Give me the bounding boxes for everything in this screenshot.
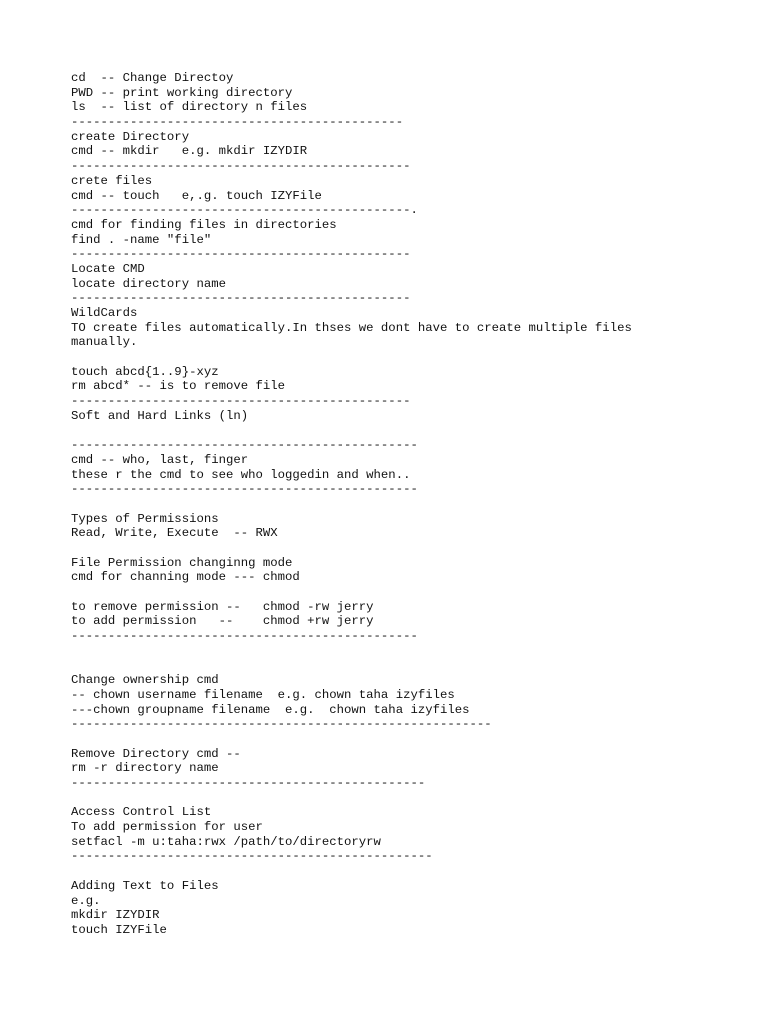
text-line: create Directory [71,129,190,144]
text-line: Access Control List [71,805,212,820]
text-line: ---chown groupname filename e.g. chown taha izyfiles [71,702,470,717]
blank-line [71,350,751,365]
text-line: Read, Write, Execute -- RWX [71,526,278,541]
document-page [71,71,751,938]
separator-line: ----------------------------------------------- [71,482,418,497]
blank-line [71,659,751,674]
text-line: these r the cmd to see who loggedin and when.. [71,467,411,482]
blank-line [71,541,751,556]
text-line: PWD -- print working directory [71,85,293,100]
separator-line: ----------------------------------------------- [71,438,418,453]
separator-line: ---------------------------------------------- [71,394,411,409]
blank-line [71,732,751,747]
text-line: cmd -- mkdir e.g. mkdir IZYDIR [71,144,308,159]
text-line: to add permission -- chmod +rw jerry [71,614,374,629]
text-line: Adding Text to Files [71,878,219,893]
separator-line: ---------------------------------------------- [71,159,411,174]
text-line: TO create files automatically.In thses we dont have to create multiple files [71,320,632,335]
blank-line [71,424,751,439]
separator-line: ------------------------------------------------ [71,776,426,790]
separator-line: --------------------------------------------------------- [71,717,492,732]
separator-line: ---------------------------------------------- [71,247,411,262]
text-line: File Permission changinng mode [71,555,293,570]
text-line: Change ownership cmd [71,673,219,688]
text-line: manually. [71,335,138,350]
text-line: cd -- Change Directoy [71,71,234,85]
blank-line [71,864,751,879]
text-line: crete files [71,173,153,188]
text-line: touch abcd{1..9}-xyz [71,364,219,379]
separator-line: ----------------------------------------------. [71,203,418,218]
text-line: -- chown username filename e.g. chown taha izyfiles [71,687,455,702]
text-line: rm abcd* -- is to remove file [71,379,286,394]
separator-line: ------------------------------------------------- [71,849,433,864]
text-line: ls -- list of directory n files [71,100,308,115]
text-line: Remove Directory cmd -- [71,746,241,761]
text-line: cmd for finding files in directories [71,217,337,232]
text-line: find . -name "file" [71,232,212,247]
text-line: To add permission for user [71,820,263,835]
text-line: Types of Permissions [71,511,219,526]
text-line: Locate CMD [71,261,145,276]
text-line: touch IZYFile [71,922,167,937]
blank-line [71,585,751,600]
text-line: cmd -- touch e,.g. touch IZYFile [71,188,322,203]
text-line: to remove permission -- chmod -rw jerry [71,599,374,614]
text-line: cmd for channing mode --- chmod [71,570,300,585]
blank-line [71,644,751,659]
text-line: locate directory name [71,276,226,291]
text-line: setfacl -m u:taha:rwx /path/to/directoryrw [71,834,381,849]
separator-line: ---------------------------------------------- [71,291,411,306]
text-line: mkdir IZYDIR [71,908,160,923]
separator-line: --------------------------------------------- [71,115,404,130]
text-line: Soft and Hard Links (ln) [71,408,249,423]
text-line: WildCards [71,306,138,320]
separator-line: ----------------------------------------------- [71,629,418,644]
blank-line [71,497,751,512]
text-line: e.g. [71,893,101,908]
blank-line [71,791,751,806]
text-line: cmd -- who, last, finger [71,452,249,467]
text-line: rm -r directory name [71,761,219,776]
